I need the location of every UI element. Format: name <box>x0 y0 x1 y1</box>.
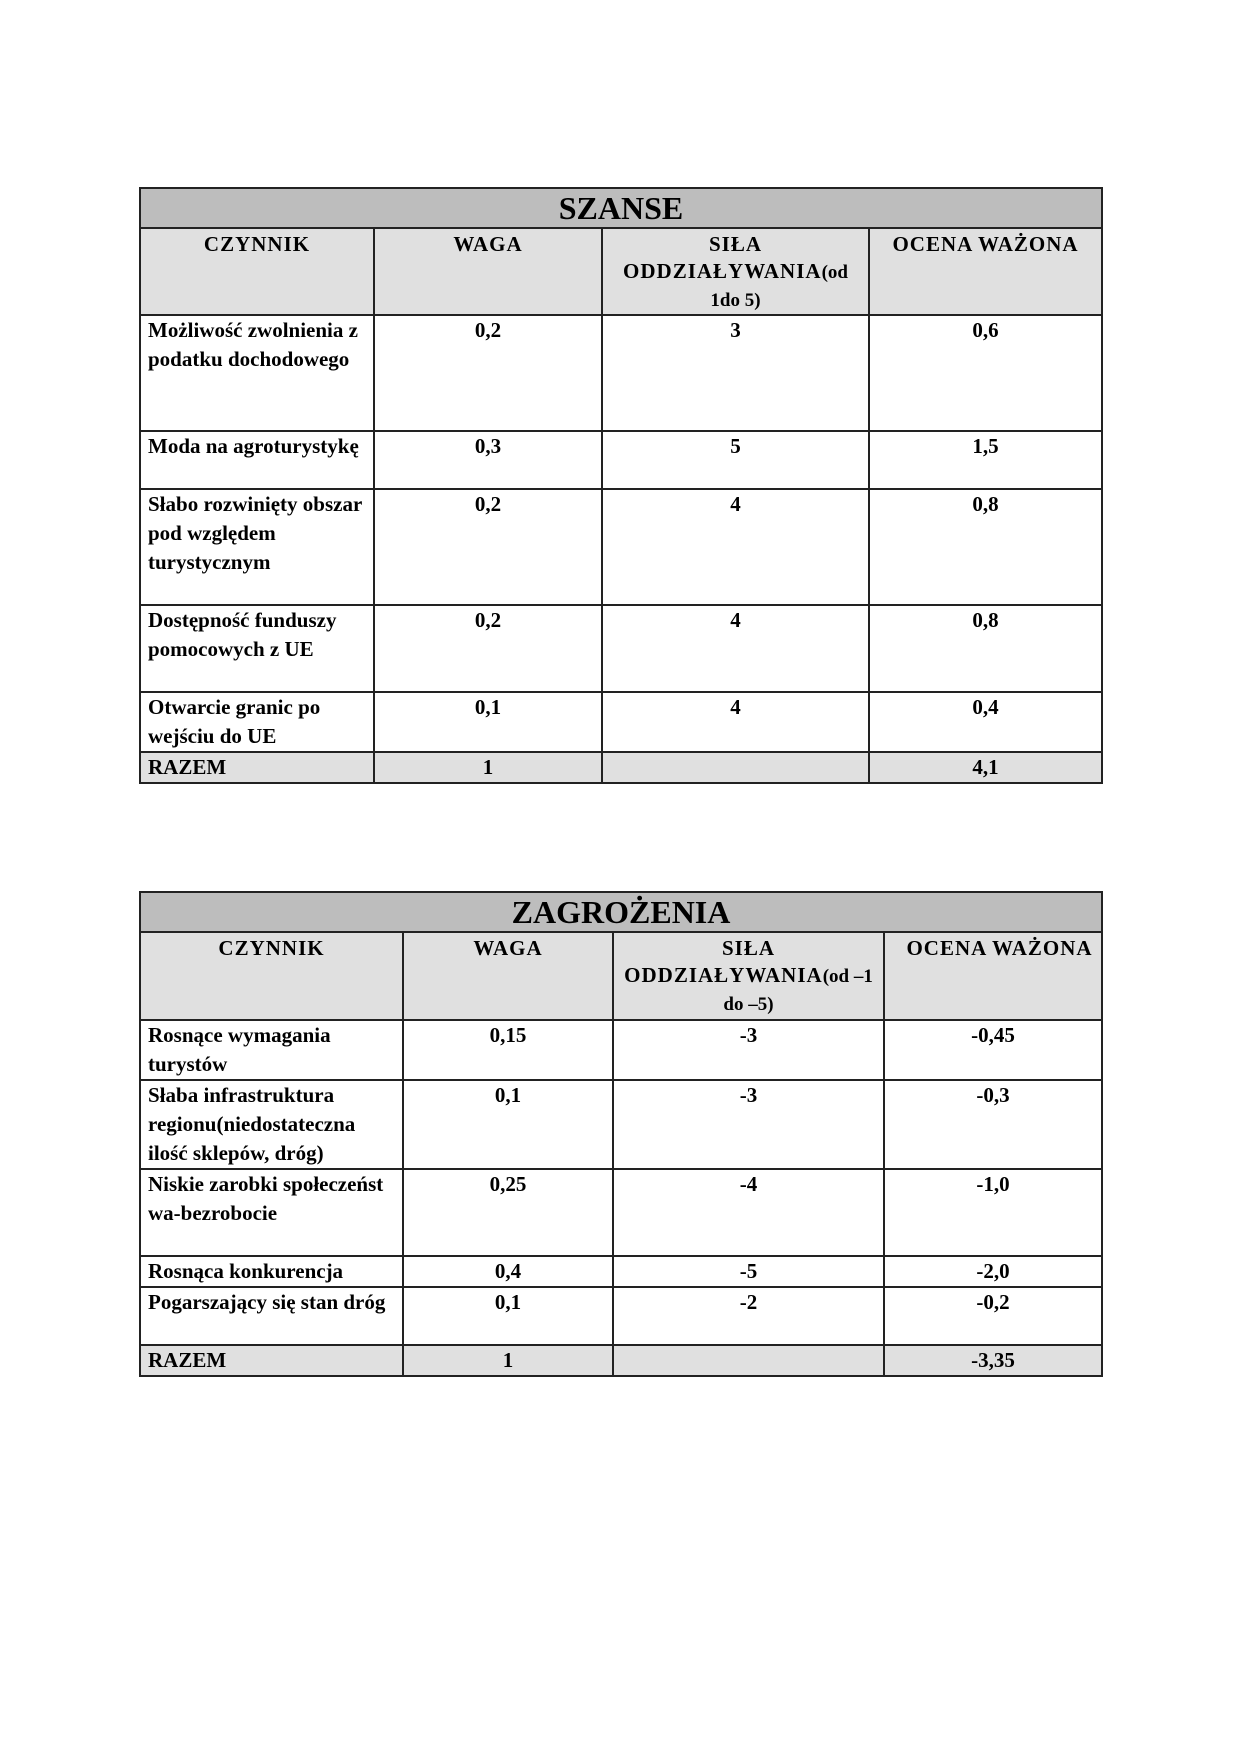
row-waga: 0,1 <box>374 692 602 752</box>
row-waga: 0,2 <box>374 605 602 692</box>
row-sila: 4 <box>602 489 869 605</box>
row-waga: 0,3 <box>374 431 602 489</box>
header-czynnik: CZYNNIK <box>140 228 374 315</box>
row-waga: 0,2 <box>374 315 602 431</box>
row-ocena: -1,0 <box>884 1169 1102 1256</box>
row-sila: -2 <box>613 1287 884 1345</box>
row-sila: -4 <box>613 1169 884 1256</box>
row-sila: 5 <box>602 431 869 489</box>
zagrozenia-table <box>139 891 1103 1377</box>
row-ocena: 0,8 <box>869 605 1102 692</box>
row-waga: 0,4 <box>403 1256 613 1287</box>
row-czynnik: Pogarszający się stan dróg <box>140 1287 403 1345</box>
row-ocena: -0,45 <box>884 1020 1102 1080</box>
header-waga: WAGA <box>374 228 602 315</box>
total-row <box>140 1345 1102 1376</box>
row-waga: 0,2 <box>374 489 602 605</box>
row-sila: 4 <box>602 605 869 692</box>
total-label: RAZEM <box>140 752 374 783</box>
row-czynnik: Rosnące wymagania turystów <box>140 1020 403 1080</box>
total-row <box>140 752 1102 783</box>
row-czynnik: Otwarcie granic po wejściu do UE <box>140 692 374 752</box>
total-ocena: -3,35 <box>884 1345 1102 1376</box>
row-czynnik: Moda na agroturystykę <box>140 431 374 489</box>
row-ocena: -0,3 <box>884 1080 1102 1169</box>
header-sila-range: (od 1do 5) <box>710 262 848 311</box>
row-ocena: 1,5 <box>869 431 1102 489</box>
row-waga: 0,25 <box>403 1169 613 1256</box>
row-sila: -5 <box>613 1256 884 1287</box>
table-row <box>140 1169 1102 1256</box>
header-czynnik: CZYNNIK <box>140 932 403 1020</box>
row-ocena: 0,8 <box>869 489 1102 605</box>
total-label: RAZEM <box>140 1345 403 1376</box>
row-czynnik: Niskie zarobki społeczeństwa-bezrobocie <box>140 1169 403 1256</box>
row-czynnik: Możliwość zwolnienia z podatku dochodowego <box>140 315 374 431</box>
row-czynnik: Dostępność funduszy pomocowych z UE <box>140 605 374 692</box>
table-row <box>140 1020 1102 1080</box>
header-ocena: OCENA WAŻONA <box>884 932 1102 1020</box>
table-row <box>140 315 1102 431</box>
table-row <box>140 692 1102 752</box>
row-ocena: -0,2 <box>884 1287 1102 1345</box>
row-waga: 0,15 <box>403 1020 613 1080</box>
header-sila <box>613 932 884 1020</box>
total-ocena: 4,1 <box>869 752 1102 783</box>
row-czynnik: Słaba infrastruktura regionu(niedostateczna ilość sklepów, dróg) <box>140 1080 403 1169</box>
total-waga: 1 <box>374 752 602 783</box>
table-row <box>140 605 1102 692</box>
table-row <box>140 489 1102 605</box>
total-sila <box>613 1345 884 1376</box>
row-sila: 3 <box>602 315 869 431</box>
row-sila: -3 <box>613 1020 884 1080</box>
table-title: ZAGROŻENIA <box>140 892 1102 932</box>
header-waga: WAGA <box>403 932 613 1020</box>
table-title: SZANSE <box>140 188 1102 228</box>
header-sila-main: SIŁA ODDZIAŁYWANIA <box>623 232 822 283</box>
table-row <box>140 431 1102 489</box>
row-ocena: 0,4 <box>869 692 1102 752</box>
row-waga: 0,1 <box>403 1287 613 1345</box>
row-czynnik: Słabo rozwinięty obszar pod względem turystycznym <box>140 489 374 605</box>
total-waga: 1 <box>403 1345 613 1376</box>
szanse-table <box>139 187 1103 784</box>
header-sila <box>602 228 869 315</box>
row-czynnik: Rosnąca konkurencja <box>140 1256 403 1287</box>
row-sila: -3 <box>613 1080 884 1169</box>
table-row <box>140 1287 1102 1345</box>
total-sila <box>602 752 869 783</box>
row-ocena: 0,6 <box>869 315 1102 431</box>
row-sila: 4 <box>602 692 869 752</box>
header-sila-range: (od –1 do –5) <box>723 966 873 1015</box>
table-row <box>140 1256 1102 1287</box>
header-sila-main: SIŁA ODDZIAŁYWANIA <box>624 936 823 987</box>
row-waga: 0,1 <box>403 1080 613 1169</box>
table-row <box>140 1080 1102 1169</box>
header-ocena: OCENA WAŻONA <box>869 228 1102 315</box>
row-ocena: -2,0 <box>884 1256 1102 1287</box>
